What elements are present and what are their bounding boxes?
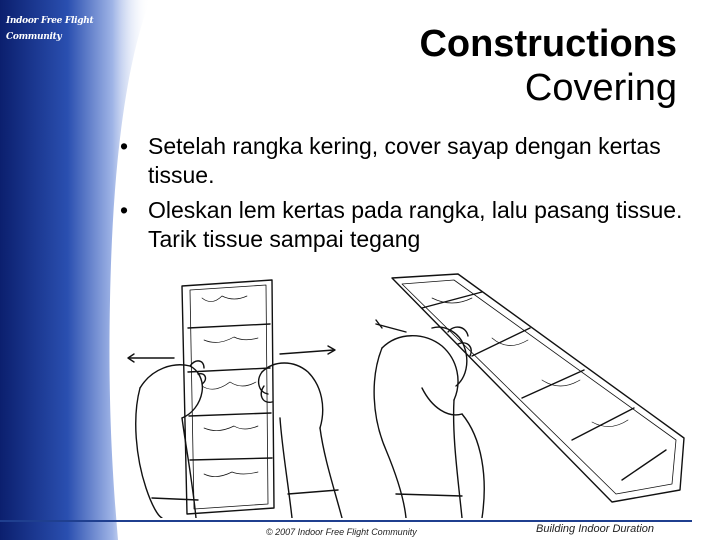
brand-logo-text: [6, 13, 116, 45]
bullet-icon: •: [120, 133, 129, 159]
bullet-text: Setelah rangka kering, cover sayap dengan kertas tissue.: [148, 133, 661, 188]
brand-line-1: Indoor Free Flight: [6, 16, 94, 26]
bullet-list: [118, 132, 698, 260]
brand-line-2: Community: [6, 32, 62, 42]
bullet-item: [118, 196, 698, 254]
footer-divider: [0, 520, 692, 522]
page-title: [419, 22, 677, 110]
hands-stretching-tissue-illustration: [112, 268, 358, 518]
bullet-item: [118, 132, 698, 190]
footer-copyright: © 2007 Indoor Free Flight Community: [266, 527, 417, 537]
title-line-1: Constructions: [419, 23, 677, 65]
hands-covering-wing-illustration: [362, 268, 692, 518]
title-line-2: Covering: [524, 67, 677, 109]
bullet-text: Oleskan lem kertas pada rangka, lalu pasang tissue. Tarik tissue sampai tegang: [148, 197, 683, 252]
footer-title: Building Indoor Duration: [536, 523, 655, 535]
bullet-icon: •: [120, 197, 129, 223]
